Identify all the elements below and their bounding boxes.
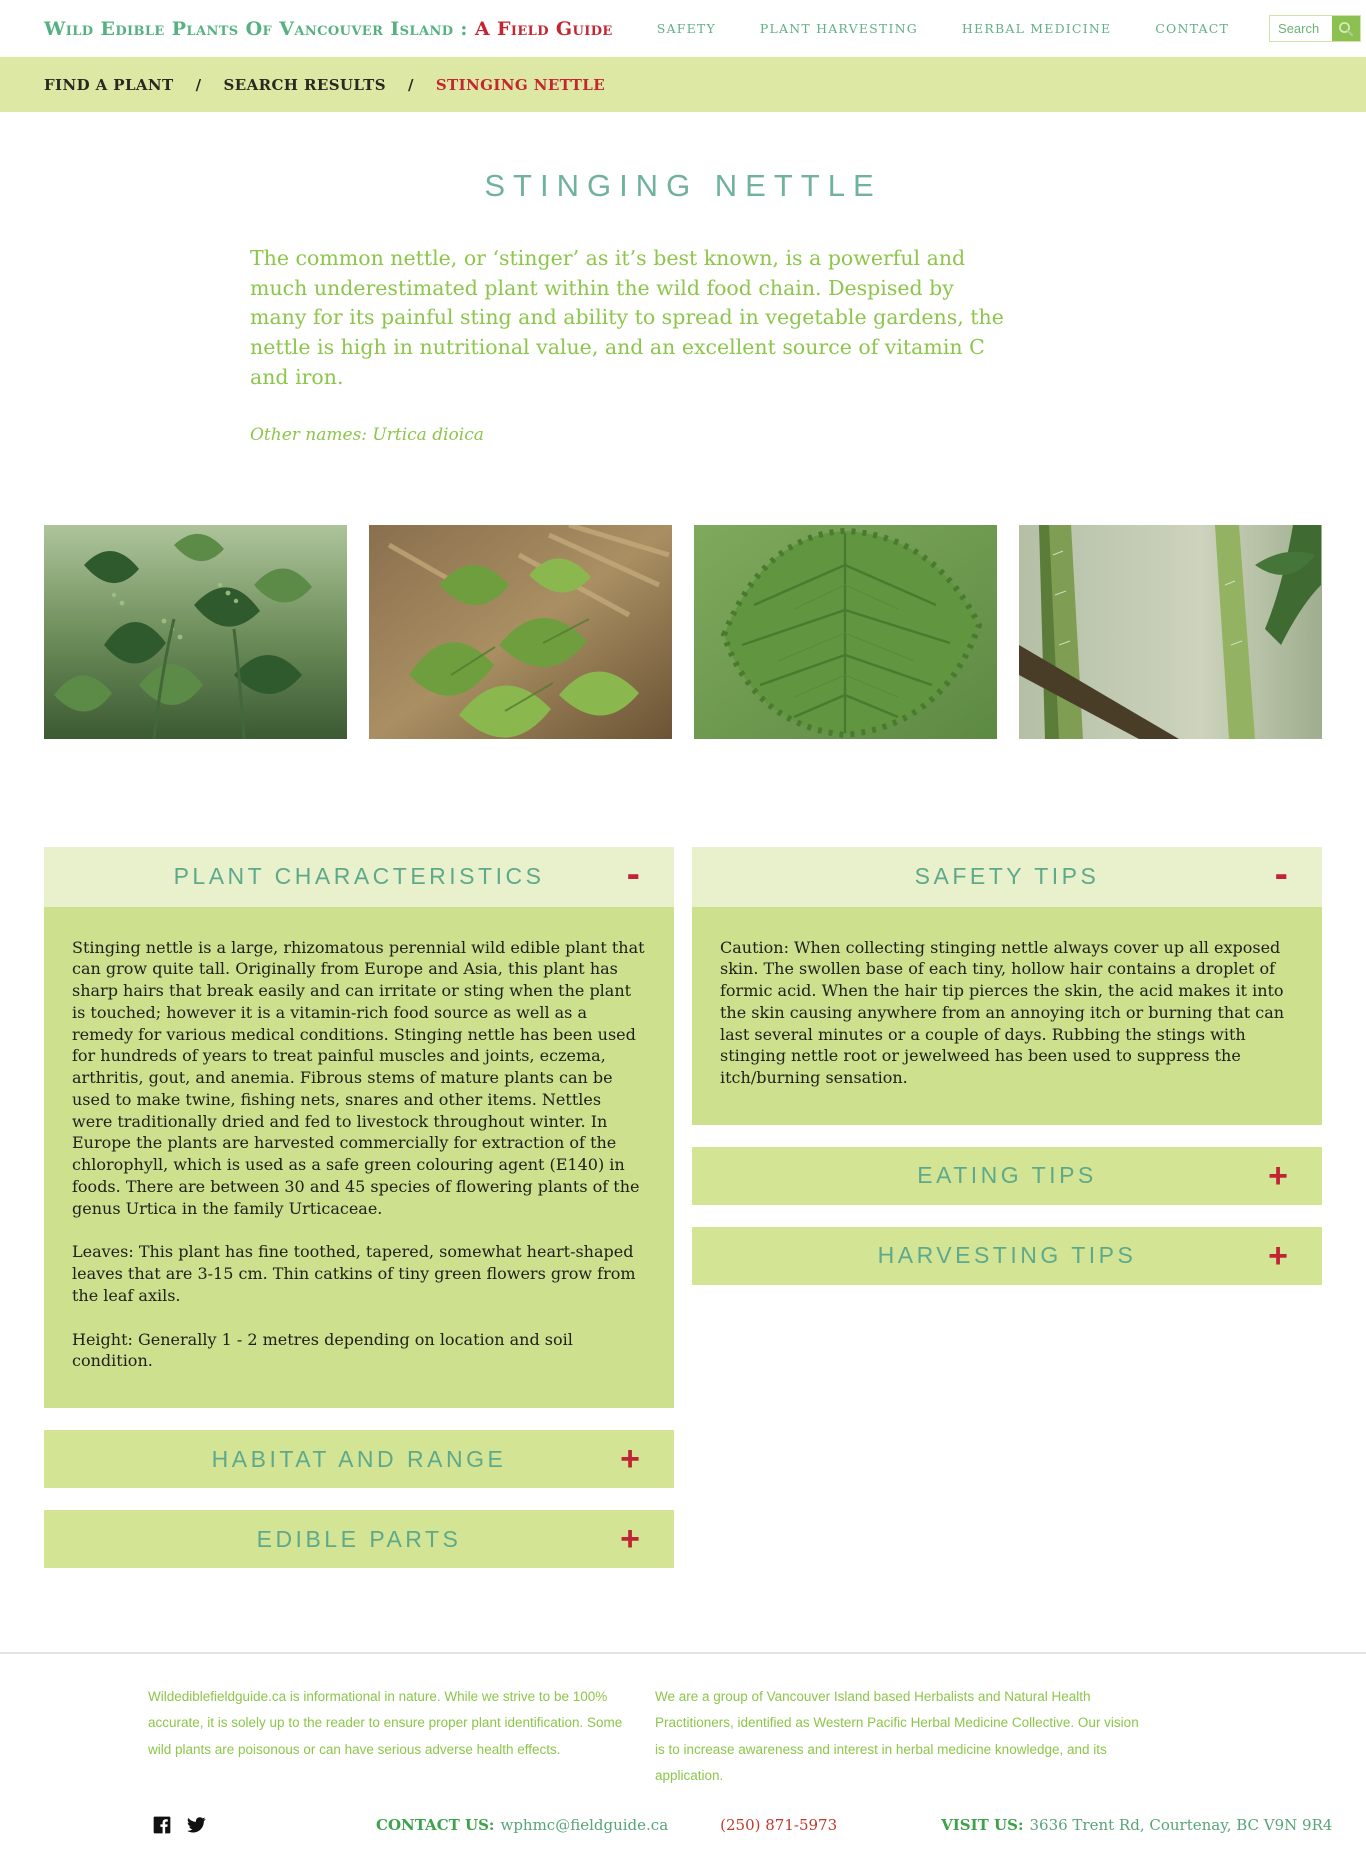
site-title-red: A Field Guide (474, 17, 613, 40)
contact-us-label: CONTACT US: (376, 1816, 495, 1835)
breadcrumb (0, 57, 1366, 112)
height-paragraph: Height: Generally 1 - 2 metres depending on location and soil condition. (72, 1329, 573, 1371)
breadcrumb-separator: / (195, 75, 202, 94)
plant-intro: The common nettle, or ‘stinger’ as it’s best known, is a powerful and much underestimated plant within the wild food chain. Despised by many for its painful sting and ability to spread in vegetable gardens, the nettle is high in nutritional value, and an excellent source of vitamin C and iron. (250, 246, 1004, 389)
accordion-panels (44, 847, 1322, 1591)
expand-plus-icon[interactable]: + (620, 1440, 640, 1479)
accordion-title: EATING TIPS (917, 1162, 1097, 1189)
accordion-safety-tips-header[interactable] (692, 847, 1322, 907)
nav-contact[interactable]: CONTACT (1155, 21, 1230, 36)
site-header (0, 0, 1366, 57)
accordion-harvesting-tips (692, 1227, 1322, 1285)
accordion-eating-tips (692, 1147, 1322, 1205)
collapse-minus-icon[interactable]: - (626, 852, 640, 897)
accordion-edible-parts (44, 1510, 674, 1568)
plant-characteristics-paragraph: Stinging nettle is a large, rhizomatous perennial wild edible plant that can grow quite tall. Originally from Europe and Asia, this plant has sharp hairs that break easily and can irritate or sting when the plant is touched; however it is a vitamin-rich food source as well as a remedy for various medical conditions. Stinging nettle has been used for hundreds of years to treat painful muscles and joints, eczema, arthritis, gout, and anemia. Fibrous stems of mature plants can be used to make twine, fishing nets, snares and other items. Nettles were traditionally dried and fed to livestock throughout winter. In Europe the plants are harvested commercially for extraction of the chlorophyll, which is used as a safe green colouring agent (E140) in foods. There are between 30 and 45 species of flowering plants of the genus Urtica in the family Urticaceae. (72, 937, 645, 1218)
breadcrumb-current-page: STINGING NETTLE (435, 75, 606, 94)
search-icon (1338, 21, 1354, 37)
nettle-plants-photo[interactable] (44, 525, 347, 739)
nettle-stems-photo[interactable] (1019, 525, 1322, 739)
visit-address: 3636 Trent Rd, Courtenay, BC V9N 9R4 (1029, 1816, 1333, 1835)
accordion-plant-characteristics (44, 847, 674, 1409)
breadcrumb-separator: / (407, 75, 414, 94)
twitter-icon[interactable] (186, 1815, 206, 1835)
safety-tips-paragraph: Caution: When collecting stinging nettle always cover up all exposed skin. The swollen base of each tiny, hollow hair contains a droplet of formic acid. When the hair tip pierces the skin, the acid makes it into the skin causing anywhere from an annoying itch or burning that can last several minutes or a couple of days. Rubbing the stings with stinging nettle root or jewelweed has been used to suppress the itch/burning sensation. (720, 937, 1285, 1088)
contact-phone: (250) 871-5973 (720, 1816, 838, 1835)
footer-contact-line (376, 1816, 1332, 1834)
breadcrumb-search-results[interactable]: SEARCH RESULTS (223, 75, 386, 94)
collapse-minus-icon[interactable]: - (1274, 852, 1288, 897)
accordion-title: PLANT CHARACTERISTICS (173, 863, 545, 890)
expand-plus-icon[interactable]: + (1268, 1236, 1288, 1275)
main-content (44, 168, 1322, 1590)
photo-strip (44, 525, 1322, 739)
contact-email-link[interactable]: wphmc@fieldguide.ca (500, 1816, 669, 1835)
social-links (152, 1815, 206, 1835)
site-footer (0, 1652, 1366, 1861)
accordion-eating-tips-header[interactable] (692, 1147, 1322, 1205)
page-title: STINGING NETTLE (484, 168, 882, 203)
nettle-leaf-closeup-photo[interactable] (694, 525, 997, 739)
breadcrumb-find-a-plant[interactable]: FIND A PLANT (44, 75, 174, 94)
expand-plus-icon[interactable]: + (620, 1520, 640, 1559)
site-title-green: Wild Edible Plants Of Vancouver Island : (44, 17, 468, 40)
accordion-plant-characteristics-body (44, 907, 674, 1409)
right-column (692, 847, 1322, 1307)
accordion-habitat-and-range (44, 1430, 674, 1488)
accordion-safety-tips-body (692, 907, 1322, 1125)
site-logo[interactable] (44, 18, 613, 40)
accordion-edible-parts-header[interactable] (44, 1510, 674, 1568)
nav-safety[interactable]: SAFETY (656, 21, 716, 36)
accordion-safety-tips (692, 847, 1322, 1125)
nav-plant-harvesting[interactable]: PLANT HARVESTING (759, 21, 918, 36)
nettle-spring-growth-photo[interactable] (369, 525, 672, 739)
accordion-harvesting-tips-header[interactable] (692, 1227, 1322, 1285)
accordion-title: HABITAT AND RANGE (211, 1445, 507, 1472)
search-box (1269, 15, 1361, 42)
accordion-habitat-and-range-header[interactable] (44, 1430, 674, 1488)
accordion-title: HARVESTING TIPS (877, 1242, 1137, 1269)
accordion-title: EDIBLE PARTS (256, 1525, 462, 1552)
footer-disclaimer: Wildediblefieldguide.ca is informational in nature. While we strive to be 100% accurate, it is solely up to the reader to ensure proper plant identification. Some wild plants are poisonous or can have serious adverse health effects. (148, 1689, 623, 1757)
visit-us-label: VISIT US: (941, 1816, 1024, 1835)
accordion-title: SAFETY TIPS (914, 863, 1100, 890)
accordion-plant-characteristics-header[interactable] (44, 847, 674, 907)
other-names: Other names: Urtica dioica (250, 424, 484, 445)
expand-plus-icon[interactable]: + (1268, 1156, 1288, 1195)
facebook-icon[interactable] (152, 1815, 172, 1835)
leaves-paragraph: Leaves: This plant has fine toothed, tapered, somewhat heart-shaped leaves that are 3-15 cm. Thin catkins of tiny green flowers grow from the leaf axils. (72, 1242, 636, 1305)
nav-herbal-medicine[interactable]: HERBAL MEDICINE (961, 21, 1112, 36)
search-button[interactable] (1332, 16, 1360, 41)
left-column (44, 847, 674, 1591)
footer-about: We are a group of Vancouver Island based Herbalists and Natural Health Practitioners, identified as Western Pacific Herbal Medicine Collective. Our vision is to increase awareness and interest in herbal medicine knowledge, and its application. (655, 1689, 1139, 1784)
main-nav (613, 15, 1361, 42)
search-input[interactable] (1270, 16, 1332, 41)
